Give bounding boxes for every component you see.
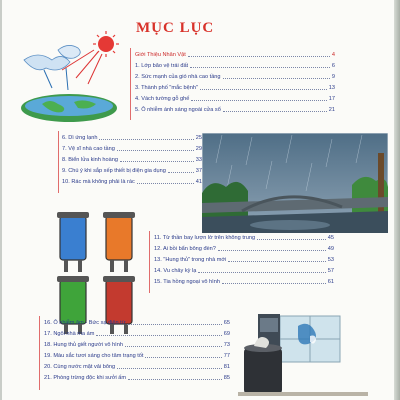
page-title: MỤC LỤC — [136, 20, 215, 36]
toc-row[interactable]: 21. Phòng trừng độc khi sưởi ấm 85 — [44, 375, 230, 381]
toc-section-2 — [62, 133, 202, 193]
toc-section-3 — [154, 233, 334, 293]
section-rule — [149, 231, 150, 293]
toc-section-4 — [44, 318, 230, 390]
section-rule — [39, 316, 40, 390]
book-page — [2, 0, 394, 400]
trash-bin-icon — [103, 212, 135, 272]
trash-bin-icon — [57, 212, 89, 272]
toc-row[interactable]: 10. Rác mà không phải là rác 41 — [62, 179, 202, 185]
toc-row[interactable]: 5. Ô nhiễm ánh sáng ngoài cửa sổ 21 — [135, 107, 335, 113]
page-edge — [394, 0, 400, 400]
recycling-bins-illustration — [54, 210, 144, 335]
toc-row[interactable]: 6. Dì ứng lạnh 25 — [62, 135, 202, 141]
toc-row[interactable]: 9. Chú ý khi sắp xếp thiết bị điện gia dụng 37 — [62, 168, 202, 174]
toc-row[interactable]: 19. Màu sắc tươi sáng cho tâm trạng tốt 77 — [44, 353, 230, 359]
toc-row[interactable]: 14. Vu chảy kỳ lạ 57 — [154, 268, 334, 274]
section-rule — [130, 48, 131, 120]
earth-sun-illustration — [14, 30, 132, 122]
toc-row[interactable]: Giới Thiệu Nhân Vật 4 — [135, 52, 335, 58]
section-rule — [58, 131, 59, 193]
toc-row[interactable]: 2. Sức mạnh của gió nhà cao tầng 9 — [135, 74, 335, 80]
toc-row[interactable]: 8. Biển lửa kinh hoàng 33 — [62, 157, 202, 163]
toc-row[interactable]: 16. Ô nhiễm âm - Bức xạ điện từ 65 — [44, 320, 230, 326]
rainy-bridge-illustration — [202, 133, 388, 233]
toc-row[interactable]: 15. Tia hồng ngoại vô hình 61 — [154, 279, 334, 285]
toc-row[interactable]: 20. Cùng nước mặt vải bông 81 — [44, 364, 230, 370]
toc-row[interactable]: 12. Ai bồi bẩn bông đèn? 49 — [154, 246, 334, 252]
toc-row[interactable]: 18. Hung thủ giết người vô hình 73 — [44, 342, 230, 348]
toc-row[interactable]: 13. "Hung thủ" trong nhà mới 53 — [154, 257, 334, 263]
toc-row[interactable]: 3. Thành phố "mắc bệnh" 13 — [135, 85, 335, 91]
toc-section-1 — [135, 50, 335, 120]
toc-row[interactable]: 11. Từ thần bay lượn lờ trên không trung 45 — [154, 235, 334, 241]
toc-row[interactable]: 1. Lớp băo vệ trái đất 6 — [135, 63, 335, 69]
toc-row[interactable]: 4. Vách tường gỗ ghế 17 — [135, 96, 335, 102]
toc-row[interactable]: 7. Vệ sĩ nhà cao tầng 29 — [62, 146, 202, 152]
room-trash-illustration — [238, 312, 368, 396]
toc-row[interactable]: 17. Ngôi nhà ma ám 69 — [44, 331, 230, 337]
